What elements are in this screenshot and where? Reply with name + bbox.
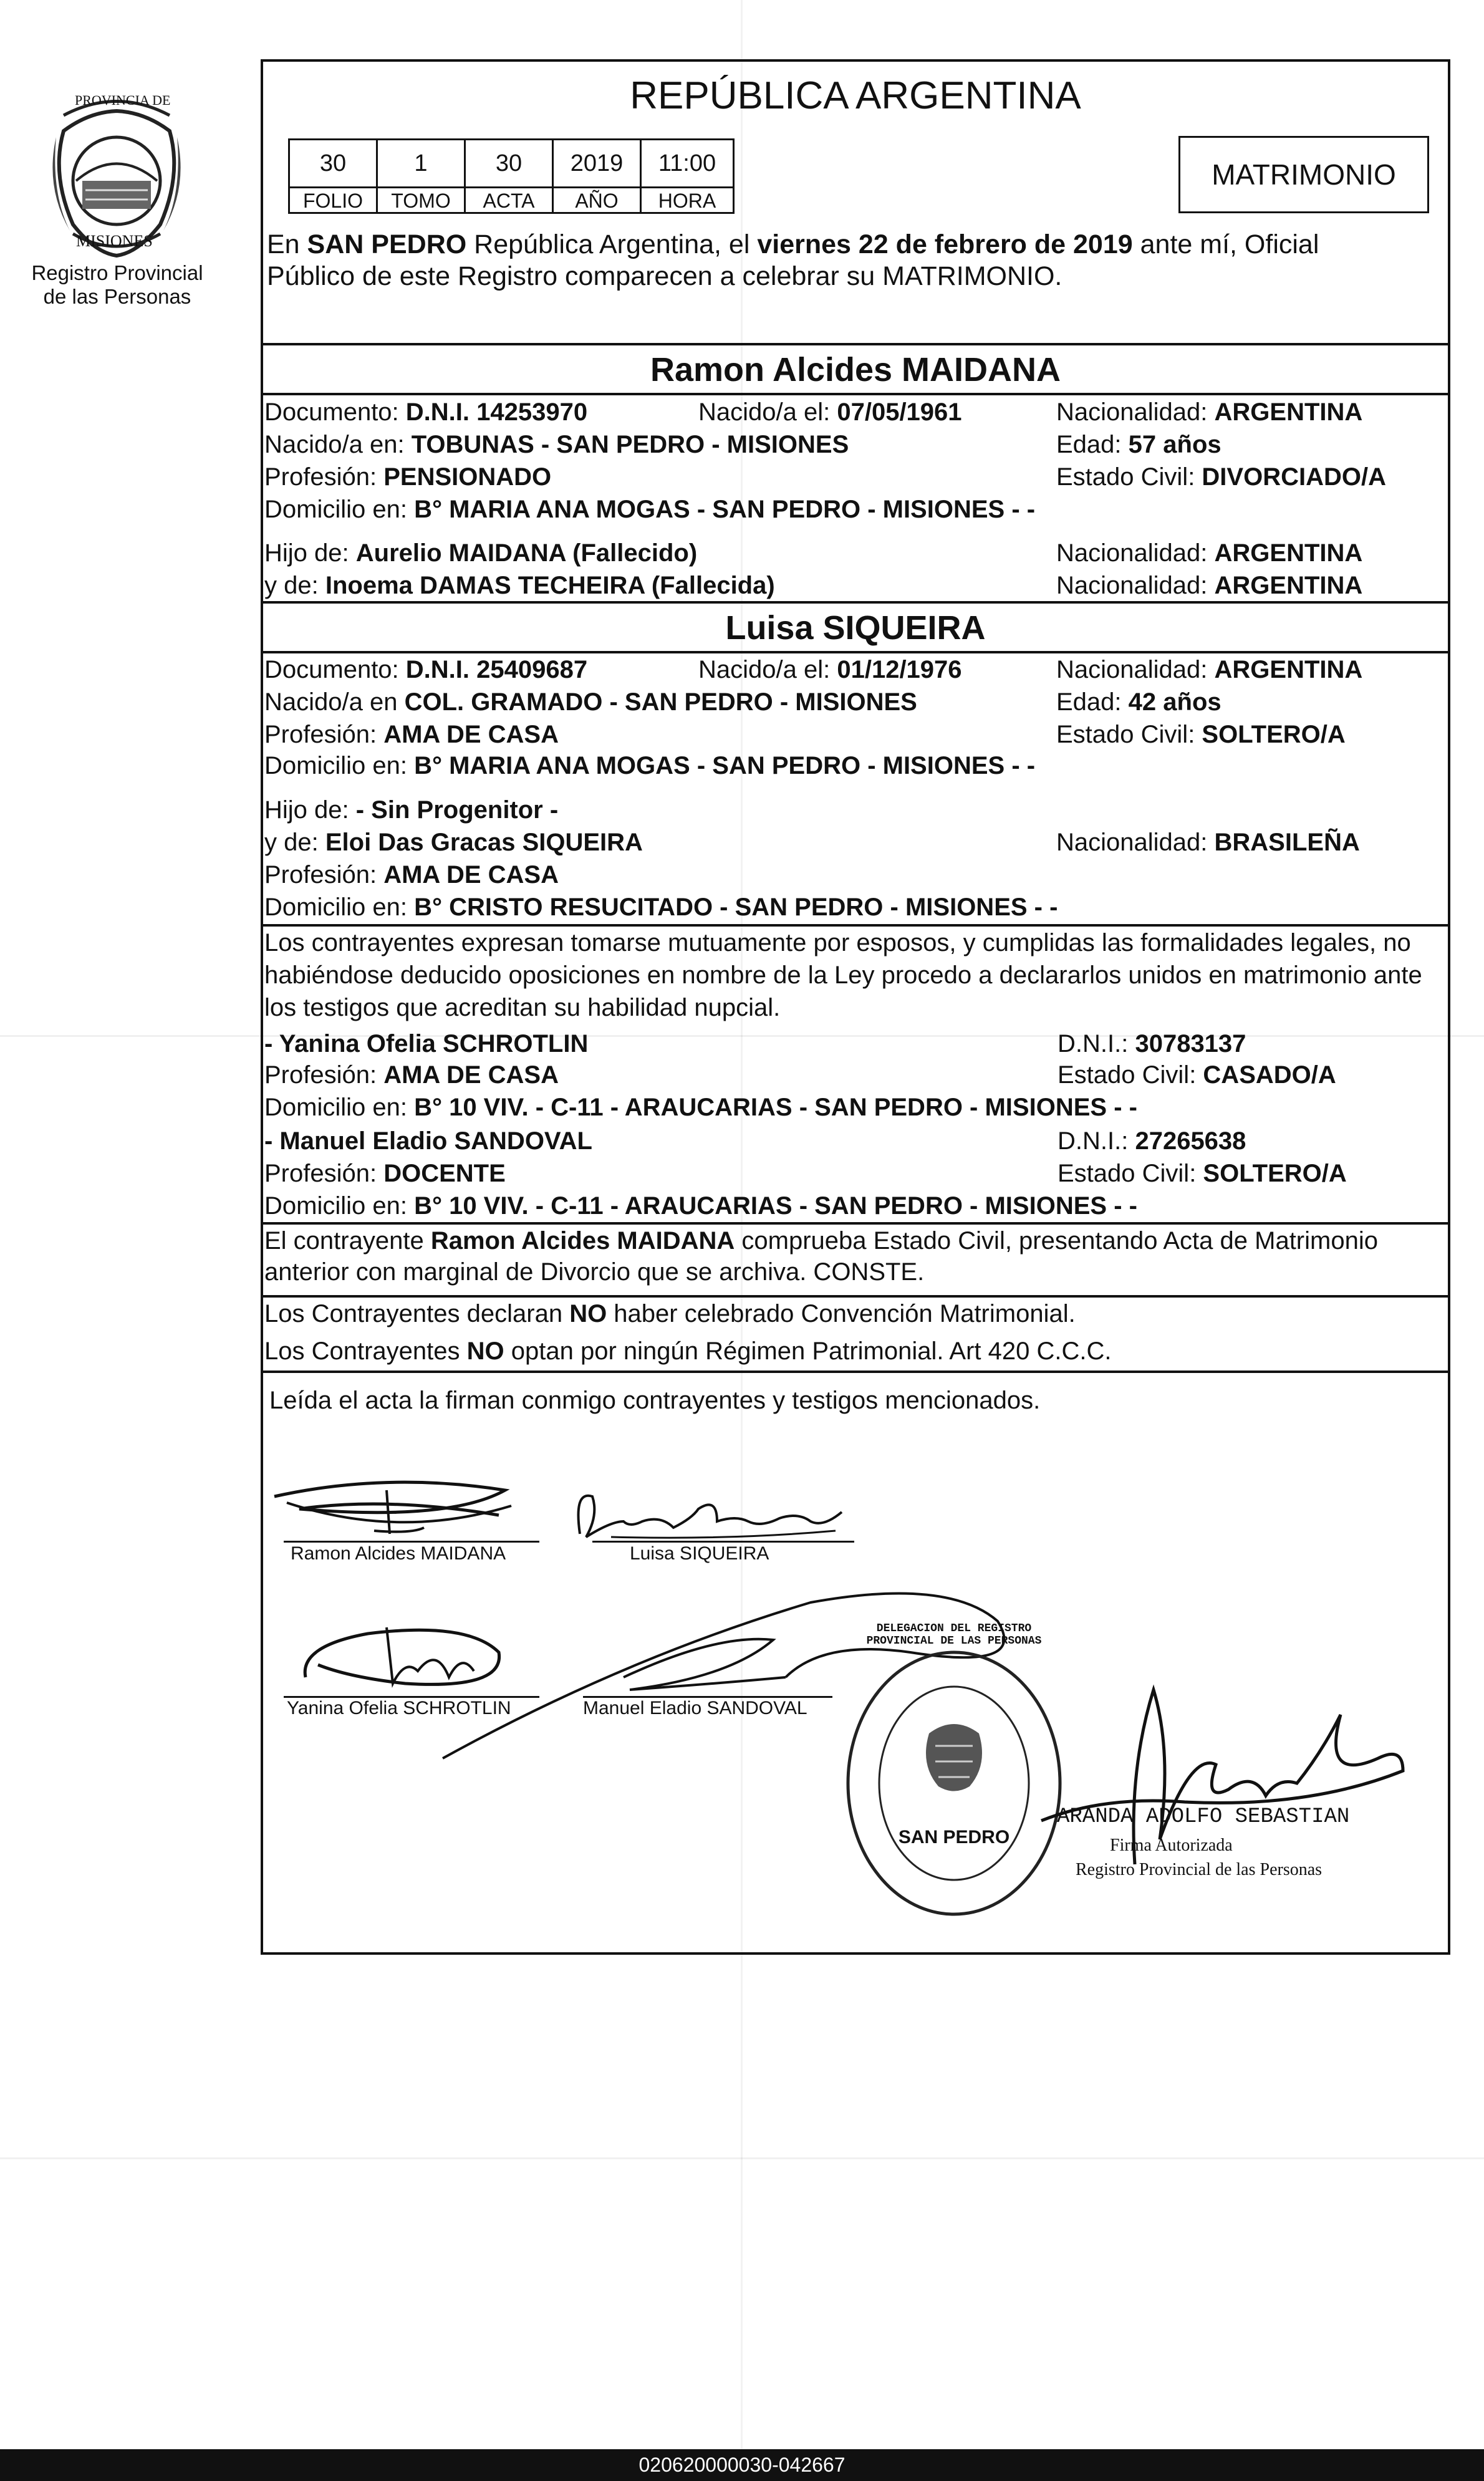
divider <box>261 343 1450 345</box>
witness1-name: - Yanina Ofelia SCHROTLIN <box>264 1030 589 1057</box>
spouse1-nationality: Nacionalidad: ARGENTINA <box>1056 398 1363 426</box>
divider <box>261 601 1450 604</box>
intro-line-1 <box>267 228 1319 261</box>
spouse2-mother-address: Domicilio en: B° CRISTO RESUCITADO - SAN PEDRO - MISIONES - - <box>264 894 1058 921</box>
divider <box>261 651 1450 653</box>
spouse2-birthdate: Nacido/a el: 01/12/1976 <box>698 656 962 683</box>
spouse1-age: Edad: 57 años <box>1056 431 1221 458</box>
intro-date: viernes 22 de febrero de 2019 <box>757 229 1133 259</box>
intro-line-2: Público de este Registro comparecen a celebrar su MATRIMONIO. <box>267 261 1062 291</box>
hora-value-cell: 11:00 <box>640 138 735 188</box>
spouse2-mother: y de: Eloi Das Gracas SIQUEIRA <box>264 829 643 856</box>
witness2-dni: D.N.I.: 27265638 <box>1058 1127 1246 1155</box>
acta-label-cell: ACTA <box>464 186 554 214</box>
declaration-line-3: los testigos que acreditan su habilidad nupcial. <box>264 994 781 1021</box>
spouse1-mother-nationality: Nacionalidad: ARGENTINA <box>1056 572 1363 599</box>
convention-line-2: Los Contrayentes NO optan por ningún Régimen Patrimonial. Art 420 C.C.C. <box>264 1337 1112 1365</box>
spouse2-name: Luisa SIQUEIRA <box>725 609 986 647</box>
witness1-profession: Profesión: AMA DE CASA <box>264 1061 559 1089</box>
spouse1-name: Ramon Alcides MAIDANA <box>650 351 1061 388</box>
spouse2-nationality: Nacionalidad: ARGENTINA <box>1056 656 1363 683</box>
signature-line <box>592 1541 854 1543</box>
witness2-civil-status: Estado Civil: SOLTERO/A <box>1058 1160 1347 1187</box>
spouse1-civil-status: Estado Civil: DIVORCIADO/A <box>1056 463 1386 491</box>
spouse1-father-nationality: Nacionalidad: ARGENTINA <box>1056 539 1363 567</box>
page-title: REPÚBLICA ARGENTINA <box>630 74 1081 117</box>
spouse2-birthplace: Nacido/a en COL. GRAMADO - SAN PEDRO - MISIONES <box>264 688 917 716</box>
emblem-bottom-text: MISIONES <box>76 232 153 250</box>
signature-label-schrotlin: Yanina Ofelia SCHROTLIN <box>287 1698 511 1718</box>
witness1-civil-status: Estado Civil: CASADO/A <box>1058 1061 1336 1089</box>
folio-value-cell: 30 <box>288 138 378 188</box>
witness1-address: Domicilio en: B° 10 VIV. - C-11 - ARAUCARIAS - SAN PEDRO - MISIONES - - <box>264 1094 1137 1121</box>
seal-ring-text: DELEGACION DEL REGISTRO PROVINCIAL DE LAS PERSONAS <box>866 1622 1042 1647</box>
witness2-name: - Manuel Eladio SANDOVAL <box>264 1127 592 1155</box>
seal-center-text: SAN PEDRO <box>898 1827 1010 1848</box>
closing-text: Leída el acta la firman conmigo contrayentes y testigos mencionados. <box>269 1387 1041 1414</box>
spouse1-document: Documento: D.N.I. 14253970 <box>264 398 588 426</box>
act-type-box: MATRIMONIO <box>1178 136 1429 213</box>
intro-text: ante mí, Oficial <box>1132 229 1319 259</box>
fold-mark <box>0 2157 1484 2159</box>
divider <box>261 393 1450 395</box>
spouse2-mother-nationality: Nacionalidad: BRASILEÑA <box>1056 829 1360 856</box>
convention-line-1: Los Contrayentes declaran NO haber celebrado Convención Matrimonial. <box>264 1300 1076 1327</box>
intro-text: En <box>267 229 307 259</box>
spouse1-birthdate: Nacido/a el: 07/05/1961 <box>698 398 962 426</box>
witness2-address: Domicilio en: B° 10 VIV. - C-11 - ARAUCARIAS - SAN PEDRO - MISIONES - - <box>264 1192 1137 1220</box>
divider <box>261 1222 1450 1225</box>
divider <box>261 1295 1450 1298</box>
spouse1-father: Hijo de: Aurelio MAIDANA (Fallecido) <box>264 539 698 567</box>
footer-document-code: 020620000030-042667 <box>638 2454 846 2476</box>
org-name-line1: Registro Provincial <box>31 261 203 284</box>
signature-siqueira <box>574 1484 848 1546</box>
spouse1-profession: Profesión: PENSIONADO <box>264 463 552 491</box>
divider <box>261 924 1450 927</box>
official-role: Firma Autorizada <box>1110 1836 1233 1855</box>
spouse1-mother: y de: Inoema DAMAS TECHEIRA (Fallecida) <box>264 572 775 599</box>
emblem-top-text: PROVINCIA DE <box>75 92 171 108</box>
signature-label-sandoval: Manuel Eladio SANDOVAL <box>583 1698 807 1718</box>
declaration-line-2: habiéndose deducido oposiciones en nombre de la Ley procedo a declararlos unidos en matrimonio ante <box>264 961 1422 989</box>
divider <box>261 1371 1450 1373</box>
hora-label-cell: HORA <box>640 186 735 214</box>
official-name: ARANDA ADOLFO SEBASTIAN <box>1057 1805 1350 1829</box>
spouse2-age: Edad: 42 años <box>1056 688 1221 716</box>
spouse1-birthplace: Nacido/a en: TOBUNAS - SAN PEDRO - MISIONES <box>264 431 849 458</box>
spouse1-address: Domicilio en: B° MARIA ANA MOGAS - SAN PEDRO - MISIONES - - <box>264 496 1036 523</box>
intro-place: SAN PEDRO <box>307 229 467 259</box>
spouse2-father: Hijo de: - Sin Progenitor - <box>264 796 559 824</box>
intro-text: República Argentina, el <box>466 229 758 259</box>
spouse2-document: Documento: D.N.I. 25409687 <box>264 656 588 683</box>
spouse2-profession: Profesión: AMA DE CASA <box>264 721 559 748</box>
ano-label-cell: AÑO <box>552 186 642 214</box>
civil-status-note-line-2: anterior con marginal de Divorcio que se archiva. CONSTE. <box>264 1258 925 1286</box>
witness1-dni: D.N.I.: 30783137 <box>1058 1030 1246 1057</box>
folio-label-cell: FOLIO <box>288 186 378 214</box>
org-name-line2: de las Personas <box>43 285 191 308</box>
signature-label-siqueira: Luisa SIQUEIRA <box>630 1543 769 1564</box>
ano-value-cell: 2019 <box>552 138 642 188</box>
tomo-label-cell: TOMO <box>376 186 466 214</box>
acta-value-cell: 30 <box>464 138 554 188</box>
signature-line <box>284 1541 539 1543</box>
signature-label-maidana: Ramon Alcides MAIDANA <box>291 1543 506 1564</box>
spouse2-civil-status: Estado Civil: SOLTERO/A <box>1056 721 1346 748</box>
spouse2-mother-profession: Profesión: AMA DE CASA <box>264 861 559 889</box>
witness2-profession: Profesión: DOCENTE <box>264 1160 506 1187</box>
civil-status-note-line-1: El contrayente Ramon Alcides MAIDANA comprueba Estado Civil, presentando Acta de Matrimonio <box>264 1227 1378 1255</box>
spouse2-address: Domicilio en: B° MARIA ANA MOGAS - SAN PEDRO - MISIONES - - <box>264 752 1036 779</box>
official-org: Registro Provincial de las Personas <box>1076 1860 1323 1879</box>
declaration-line-1: Los contrayentes expresan tomarse mutuamente por esposos, y cumplidas las formalidades legales, no <box>264 929 1411 956</box>
tomo-value-cell: 1 <box>376 138 466 188</box>
